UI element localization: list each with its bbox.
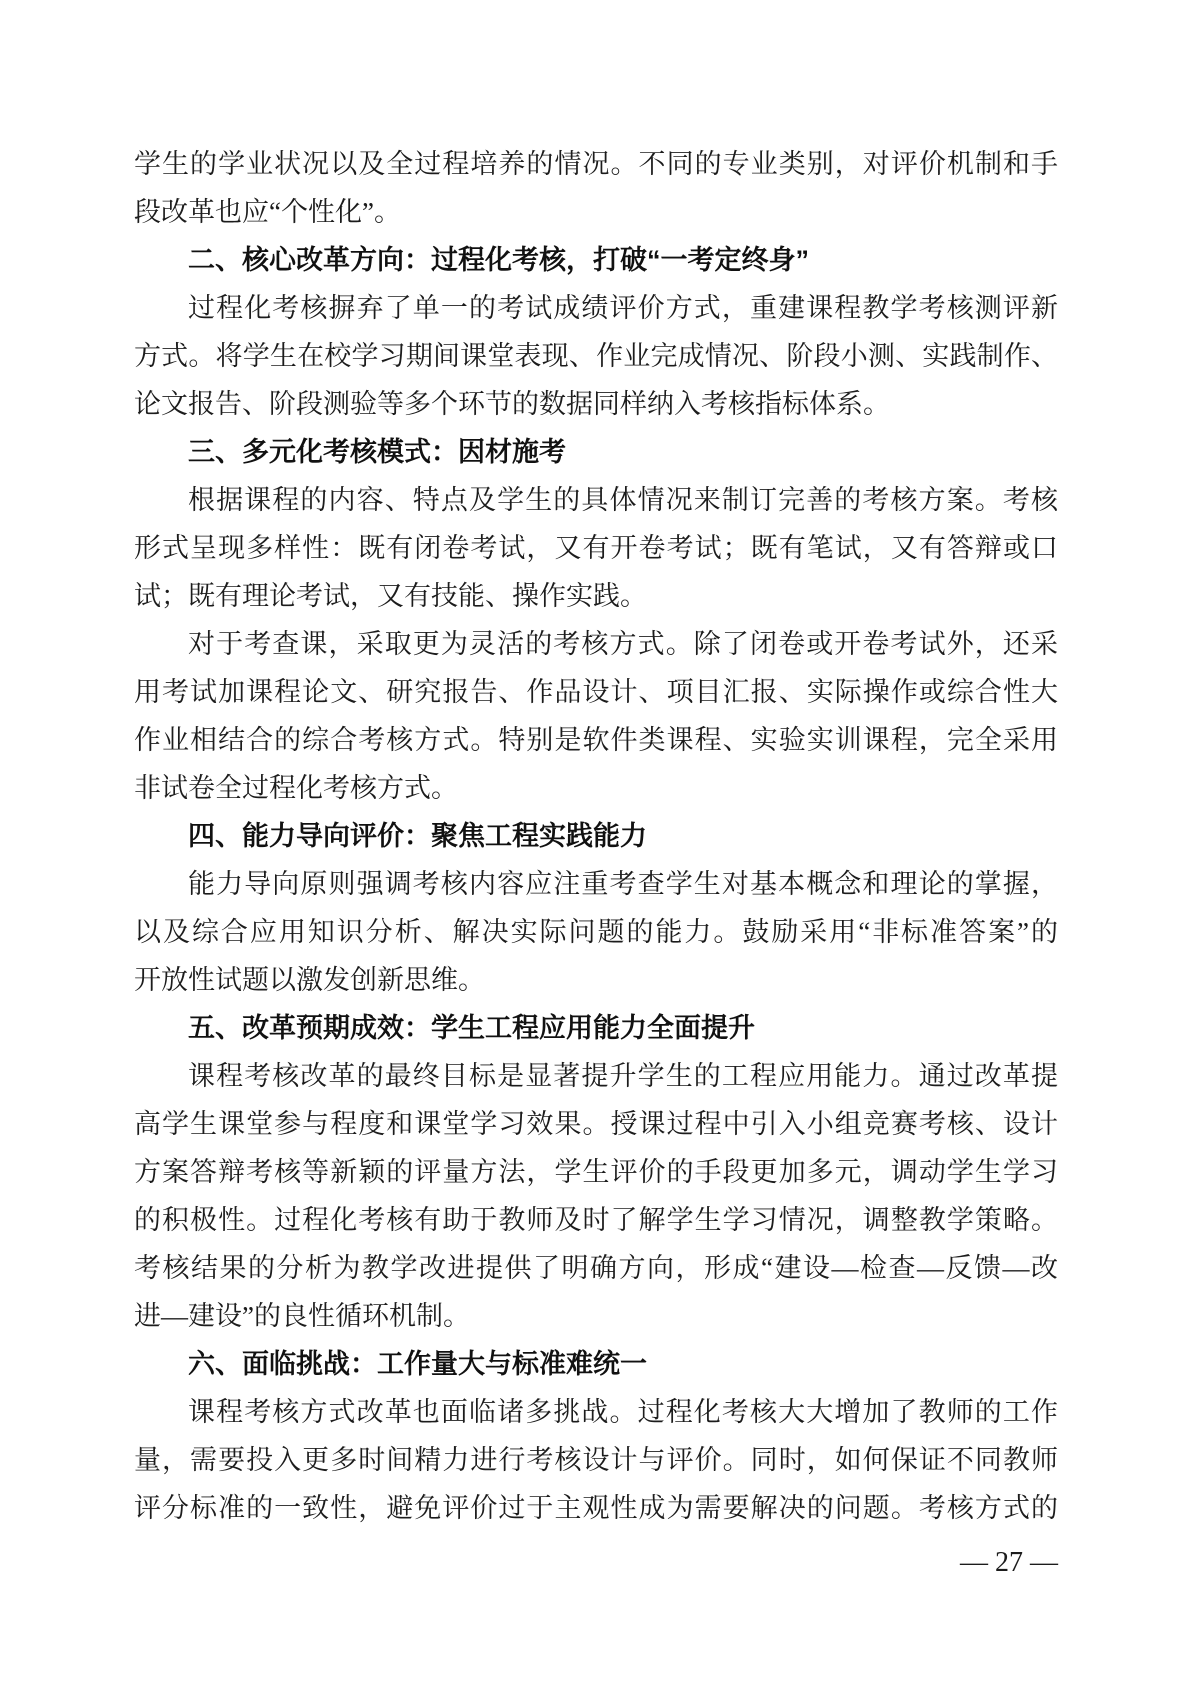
body-text-line: 论文报告、阶段测验等多个环节的数据同样纳入考核指标体系。 [134, 389, 890, 419]
document-body [134, 140, 1058, 1532]
body-text-line: 段改革也应“个性化”。 [134, 197, 401, 227]
body-text-line: 对于考查课，采取更为灵活的考核方式。除了闭卷或开卷考试外，还采 [188, 629, 1058, 659]
body-text-line: 的积极性。过程化考核有助于教师及时了解学生学习情况，调整教学策略。 [134, 1205, 1058, 1235]
body-text-line: 根据课程的内容、特点及学生的具体情况来制订完善的考核方案。考核 [188, 485, 1058, 515]
body-text-line: 进—建设”的良性循环机制。 [134, 1301, 470, 1331]
section-heading-line: 三、多元化考核模式：因材施考 [188, 437, 566, 467]
section-heading-line: 六、面临挑战：工作量大与标准难统一 [188, 1349, 647, 1379]
body-text-line: 量，需要投入更多时间精力进行考核设计与评价。同时，如何保证不同教师 [134, 1445, 1058, 1475]
body-text-line: 以及综合应用知识分析、解决实际问题的能力。鼓励采用“非标准答案”的 [134, 917, 1058, 947]
body-text-line: 方式。将学生在校学习期间课堂表现、作业完成情况、阶段小测、实践制作、 [134, 341, 1058, 371]
body-text-line: 课程考核改革的最终目标是显著提升学生的工程应用能力。通过改革提 [188, 1061, 1058, 1091]
body-text-line: 评分标准的一致性，避免评价过于主观性成为需要解决的问题。考核方式的 [134, 1493, 1058, 1523]
section-heading-line: 五、改革预期成效：学生工程应用能力全面提升 [188, 1013, 755, 1043]
body-text-line: 作业相结合的综合考核方式。特别是软件类课程、实验实训课程，完全采用 [134, 725, 1058, 755]
section-heading-line: 四、能力导向评价：聚焦工程实践能力 [188, 821, 647, 851]
body-text-line: 能力导向原则强调考核内容应注重考查学生对基本概念和理论的掌握， [188, 869, 1058, 899]
body-text-line: 方案答辩考核等新颖的评量方法，学生评价的手段更加多元，调动学生学习 [134, 1157, 1058, 1187]
body-text-line: 高学生课堂参与程度和课堂学习效果。授课过程中引入小组竞赛考核、设计 [134, 1109, 1058, 1139]
body-text-line: 开放性试题以激发创新思维。 [134, 965, 485, 995]
body-text-line: 非试卷全过程化考核方式。 [134, 773, 458, 803]
page-footer [134, 1546, 1058, 1580]
body-text-line: 考核结果的分析为教学改进提供了明确方向，形成“建设—检查—反馈—改 [134, 1253, 1058, 1283]
body-text-line: 用考试加课程论文、研究报告、作品设计、项目汇报、实际操作或综合性大 [134, 677, 1058, 707]
body-text-line: 学生的学业状况以及全过程培养的情况。不同的专业类别，对评价机制和手 [134, 149, 1058, 179]
page-number: — 27 — [960, 1547, 1058, 1578]
body-text-line: 试；既有理论考试，又有技能、操作实践。 [134, 581, 647, 611]
body-text-line: 过程化考核摒弃了单一的考试成绩评价方式，重建课程教学考核测评新 [188, 293, 1058, 323]
body-text-line: 课程考核方式改革也面临诸多挑战。过程化考核大大增加了教师的工作 [188, 1397, 1058, 1427]
body-text-line: 形式呈现多样性：既有闭卷考试，又有开卷考试；既有笔试，又有答辩或口 [134, 533, 1058, 563]
section-heading-line: 二、核心改革方向：过程化考核，打破“一考定终身” [188, 245, 809, 275]
